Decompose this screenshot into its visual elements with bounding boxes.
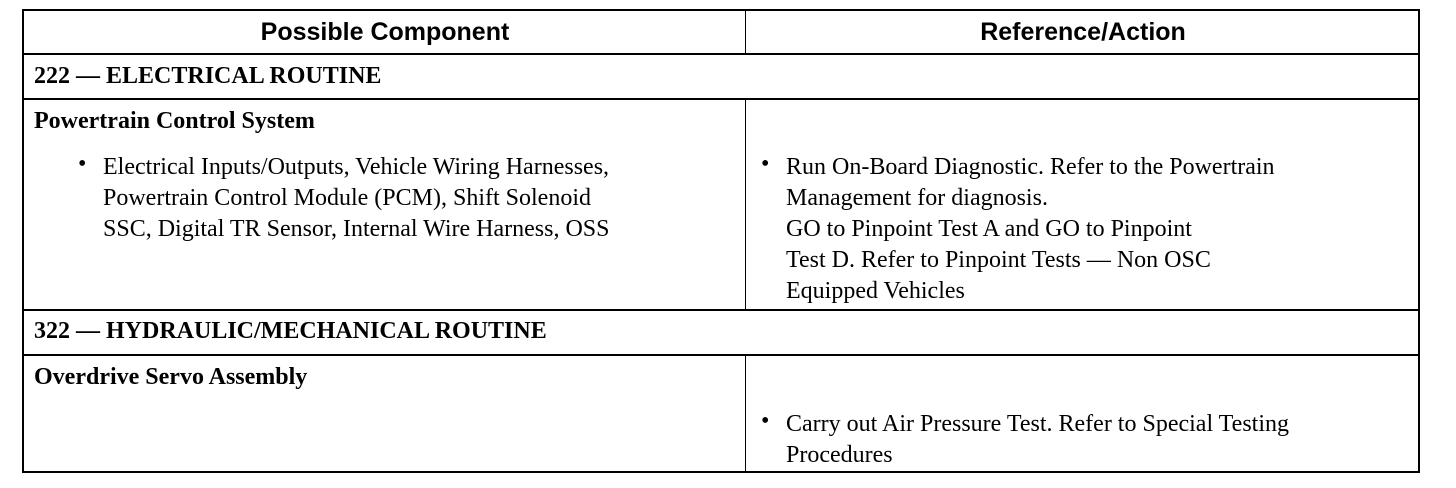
component-line: Electrical Inputs/Outputs, Vehicle Wiring Harnesses, — [103, 154, 610, 180]
section-2-top-rule — [24, 309, 1418, 311]
action-line: Procedures — [786, 442, 893, 468]
row-1-divider — [745, 99, 746, 309]
diagnostic-table — [22, 9, 1420, 473]
header-reference-action: Reference/Action — [980, 18, 1186, 46]
section-title-hydraulic: 322 — HYDRAULIC/MECHANICAL ROUTINE — [34, 318, 547, 344]
row-2-divider — [745, 355, 746, 473]
action-line: Run On-Board Diagnostic. Refer to the Powertrain — [786, 154, 1275, 180]
action-bullet-1: • — [761, 151, 770, 177]
action-description-2 — [786, 409, 1289, 471]
component-line: Powertrain Control Module (PCM), Shift Solenoid — [103, 185, 591, 211]
component-bullet-1: • — [78, 151, 87, 177]
action-line: Management for diagnosis. — [786, 185, 1048, 211]
header-divider — [745, 11, 746, 53]
section-1-rule — [24, 98, 1418, 100]
header-possible-component: Possible Component — [260, 18, 510, 46]
header-bottom-rule — [24, 53, 1418, 55]
action-line: Carry out Air Pressure Test. Refer to Special Testing — [786, 411, 1289, 437]
action-line: GO to Pinpoint Test A and GO to Pinpoint — [786, 216, 1192, 242]
section-title-electrical: 222 — ELECTRICAL ROUTINE — [34, 63, 382, 89]
section-2-rule — [24, 354, 1418, 356]
component-description-1 — [103, 152, 610, 245]
component-title-overdrive: Overdrive Servo Assembly — [34, 364, 308, 390]
component-line: SSC, Digital TR Sensor, Internal Wire Harness, OSS — [103, 216, 610, 242]
action-line: Test D. Refer to Pinpoint Tests — Non OSC — [786, 247, 1211, 273]
action-description-1 — [786, 152, 1275, 307]
action-line: Equipped Vehicles — [786, 278, 965, 304]
action-bullet-2: • — [761, 408, 770, 434]
component-title-powertrain: Powertrain Control System — [34, 108, 315, 134]
